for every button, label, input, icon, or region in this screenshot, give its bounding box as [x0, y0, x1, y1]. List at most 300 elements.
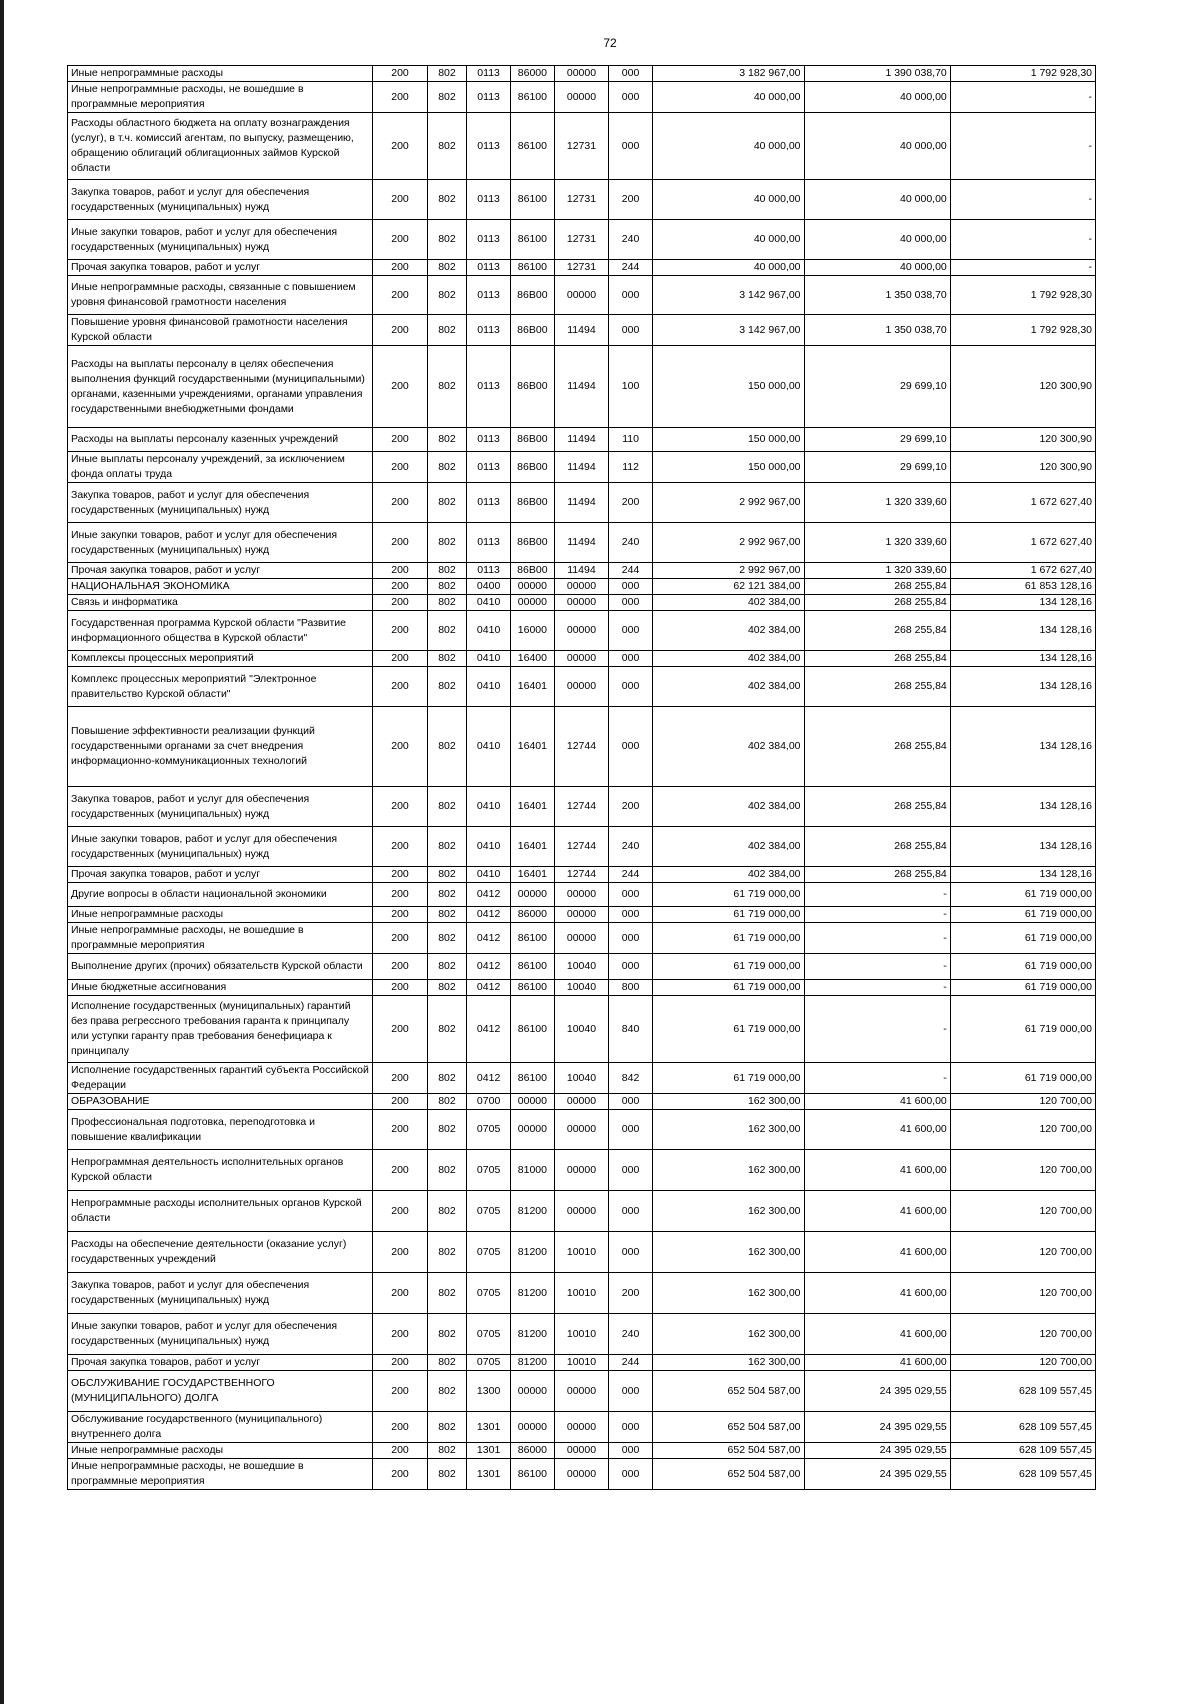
row-total-amount: 402 384,00 [652, 667, 804, 707]
row-department-code: 802 [427, 315, 466, 346]
row-name: ОБСЛУЖИВАНИЕ ГОСУДАРСТВЕННОГО (МУНИЦИПАЛЬНОГО) ДОЛГА [68, 1371, 373, 1412]
row-name: Непрограммная деятельность исполнительных органов Курской области [68, 1150, 373, 1191]
row-executed-amount: 40 000,00 [804, 180, 950, 220]
row-department-code: 802 [427, 276, 466, 315]
row-name: Иные непрограммные расходы, не вошедшие в программные мероприятия [68, 923, 373, 954]
row-expense-type: 000 [609, 667, 653, 707]
row-program-code: 86100 [510, 82, 554, 113]
row-program-code: 86100 [510, 113, 554, 180]
row-admin-code: 200 [373, 113, 427, 180]
table-row [68, 1191, 1096, 1232]
row-program-code: 86B00 [510, 276, 554, 315]
row-expense-type: 800 [609, 980, 653, 996]
row-executed-amount: 24 395 029,55 [804, 1459, 950, 1490]
row-department-code: 802 [427, 563, 466, 579]
table-row [68, 452, 1096, 483]
row-admin-code: 200 [373, 867, 427, 883]
row-total-amount: 402 384,00 [652, 867, 804, 883]
row-direction-code: 10040 [554, 996, 608, 1063]
row-executed-amount: 268 255,84 [804, 611, 950, 651]
row-remaining-amount: - [950, 220, 1095, 260]
row-expense-type: 000 [609, 1094, 653, 1110]
table-row [68, 867, 1096, 883]
row-direction-code: 00000 [554, 82, 608, 113]
row-expense-type: 840 [609, 996, 653, 1063]
table-row [68, 1443, 1096, 1459]
row-direction-code: 11494 [554, 523, 608, 563]
row-department-code: 802 [427, 428, 466, 452]
table-row [68, 315, 1096, 346]
row-executed-amount: 29 699,10 [804, 346, 950, 428]
row-total-amount: 40 000,00 [652, 220, 804, 260]
row-expense-type: 000 [609, 923, 653, 954]
row-total-amount: 402 384,00 [652, 611, 804, 651]
row-direction-code: 00000 [554, 667, 608, 707]
row-executed-amount: 29 699,10 [804, 452, 950, 483]
row-name: Иные непрограммные расходы, не вошедшие в программные мероприятия [68, 1459, 373, 1490]
row-executed-amount: 1 390 038,70 [804, 66, 950, 82]
row-total-amount: 2 992 967,00 [652, 483, 804, 523]
row-department-code: 802 [427, 1150, 466, 1191]
row-executed-amount: 1 350 038,70 [804, 315, 950, 346]
row-section-code: 1300 [467, 1371, 511, 1412]
table-row [68, 907, 1096, 923]
row-name: Иные выплаты персоналу учреждений, за исключением фонда оплаты труда [68, 452, 373, 483]
table-row [68, 1150, 1096, 1191]
row-name: Иные непрограммные расходы, связанные с повышением уровня финансовой грамотности населения [68, 276, 373, 315]
row-remaining-amount: 120 700,00 [950, 1314, 1095, 1355]
row-expense-type: 000 [609, 579, 653, 595]
row-section-code: 0400 [467, 579, 511, 595]
row-total-amount: 402 384,00 [652, 651, 804, 667]
row-program-code: 86000 [510, 907, 554, 923]
row-admin-code: 200 [373, 980, 427, 996]
row-section-code: 0412 [467, 980, 511, 996]
row-expense-type: 244 [609, 1355, 653, 1371]
table-row [68, 996, 1096, 1063]
row-department-code: 802 [427, 483, 466, 523]
row-executed-amount: 29 699,10 [804, 428, 950, 452]
row-expense-type: 110 [609, 428, 653, 452]
row-expense-type: 842 [609, 1063, 653, 1094]
row-remaining-amount: 1 792 928,30 [950, 66, 1095, 82]
row-expense-type: 000 [609, 1150, 653, 1191]
row-admin-code: 200 [373, 996, 427, 1063]
table-row [68, 954, 1096, 980]
row-section-code: 0410 [467, 595, 511, 611]
row-remaining-amount: 120 700,00 [950, 1150, 1095, 1191]
row-section-code: 0113 [467, 483, 511, 523]
row-admin-code: 200 [373, 346, 427, 428]
row-section-code: 0113 [467, 113, 511, 180]
table-row [68, 260, 1096, 276]
row-department-code: 802 [427, 579, 466, 595]
row-direction-code: 12744 [554, 827, 608, 867]
table-row [68, 1273, 1096, 1314]
row-department-code: 802 [427, 707, 466, 787]
row-remaining-amount: 61 719 000,00 [950, 996, 1095, 1063]
row-name: Закупка товаров, работ и услуг для обеспечения государственных (муниципальных) нужд [68, 787, 373, 827]
row-section-code: 0410 [467, 827, 511, 867]
row-section-code: 0410 [467, 867, 511, 883]
row-name: Иные закупки товаров, работ и услуг для обеспечения государственных (муниципальных) нужд [68, 827, 373, 867]
row-section-code: 0113 [467, 180, 511, 220]
table-row [68, 563, 1096, 579]
row-total-amount: 61 719 000,00 [652, 907, 804, 923]
row-total-amount: 61 719 000,00 [652, 923, 804, 954]
row-executed-amount: 1 320 339,60 [804, 483, 950, 523]
row-direction-code: 10040 [554, 980, 608, 996]
row-admin-code: 200 [373, 523, 427, 563]
row-department-code: 802 [427, 1412, 466, 1443]
row-expense-type: 200 [609, 1273, 653, 1314]
row-total-amount: 150 000,00 [652, 346, 804, 428]
row-name: Исполнение государственных (муниципальных) гарантий без права регрессного требования гаранта к принципалу или уступки гаранту прав требования бенефициара к принципалу [68, 996, 373, 1063]
row-section-code: 0113 [467, 66, 511, 82]
row-department-code: 802 [427, 1314, 466, 1355]
budget-table [67, 65, 1096, 1490]
row-executed-amount: - [804, 1063, 950, 1094]
table-row [68, 346, 1096, 428]
row-program-code: 00000 [510, 1371, 554, 1412]
row-section-code: 0705 [467, 1191, 511, 1232]
row-executed-amount: 41 600,00 [804, 1094, 950, 1110]
row-remaining-amount: 120 300,90 [950, 428, 1095, 452]
row-program-code: 16401 [510, 707, 554, 787]
row-admin-code: 200 [373, 276, 427, 315]
row-executed-amount: - [804, 980, 950, 996]
row-expense-type: 000 [609, 651, 653, 667]
row-program-code: 00000 [510, 579, 554, 595]
row-program-code: 81200 [510, 1191, 554, 1232]
table-row [68, 1110, 1096, 1150]
row-admin-code: 200 [373, 483, 427, 523]
row-total-amount: 162 300,00 [652, 1150, 804, 1191]
table-row [68, 923, 1096, 954]
row-department-code: 802 [427, 611, 466, 651]
row-department-code: 802 [427, 787, 466, 827]
row-total-amount: 162 300,00 [652, 1110, 804, 1150]
row-program-code: 86100 [510, 260, 554, 276]
row-department-code: 802 [427, 595, 466, 611]
row-remaining-amount: 628 109 557,45 [950, 1459, 1095, 1490]
row-total-amount: 61 719 000,00 [652, 1063, 804, 1094]
row-program-code: 86B00 [510, 523, 554, 563]
row-total-amount: 652 504 587,00 [652, 1459, 804, 1490]
row-admin-code: 200 [373, 907, 427, 923]
row-admin-code: 200 [373, 452, 427, 483]
row-remaining-amount: 1 792 928,30 [950, 315, 1095, 346]
row-department-code: 802 [427, 1063, 466, 1094]
row-total-amount: 2 992 967,00 [652, 523, 804, 563]
row-expense-type: 000 [609, 907, 653, 923]
row-section-code: 1301 [467, 1412, 511, 1443]
table-row [68, 1355, 1096, 1371]
row-remaining-amount: 134 128,16 [950, 707, 1095, 787]
row-program-code: 86100 [510, 180, 554, 220]
table-row [68, 276, 1096, 315]
row-section-code: 0410 [467, 611, 511, 651]
row-department-code: 802 [427, 1273, 466, 1314]
row-section-code: 0113 [467, 315, 511, 346]
row-remaining-amount: 120 700,00 [950, 1191, 1095, 1232]
row-name: Повышение эффективности реализации функций государственными органами за счет внедрения информационно-коммуникационных технологий [68, 707, 373, 787]
row-name: Иные закупки товаров, работ и услуг для обеспечения государственных (муниципальных) нужд [68, 523, 373, 563]
row-section-code: 0113 [467, 82, 511, 113]
row-admin-code: 200 [373, 579, 427, 595]
row-program-code: 16000 [510, 611, 554, 651]
row-admin-code: 200 [373, 787, 427, 827]
row-section-code: 0705 [467, 1232, 511, 1273]
table-row [68, 707, 1096, 787]
row-executed-amount: 268 255,84 [804, 595, 950, 611]
row-remaining-amount: 1 672 627,40 [950, 483, 1095, 523]
row-section-code: 0412 [467, 1063, 511, 1094]
row-admin-code: 200 [373, 827, 427, 867]
row-direction-code: 10040 [554, 1063, 608, 1094]
row-program-code: 86100 [510, 1459, 554, 1490]
row-admin-code: 200 [373, 1063, 427, 1094]
row-direction-code: 11494 [554, 452, 608, 483]
row-section-code: 0113 [467, 452, 511, 483]
row-executed-amount: 1 350 038,70 [804, 276, 950, 315]
row-total-amount: 62 121 384,00 [652, 579, 804, 595]
row-department-code: 802 [427, 1443, 466, 1459]
row-admin-code: 200 [373, 954, 427, 980]
row-expense-type: 200 [609, 483, 653, 523]
row-remaining-amount: - [950, 82, 1095, 113]
row-remaining-amount: 61 719 000,00 [950, 883, 1095, 907]
row-name: Повышение уровня финансовой грамотности населения Курской области [68, 315, 373, 346]
row-expense-type: 000 [609, 954, 653, 980]
row-remaining-amount: 134 128,16 [950, 827, 1095, 867]
row-name: Иные непрограммные расходы [68, 1443, 373, 1459]
row-direction-code: 00000 [554, 595, 608, 611]
table-row [68, 667, 1096, 707]
row-program-code: 00000 [510, 883, 554, 907]
row-name: Прочая закупка товаров, работ и услуг [68, 260, 373, 276]
row-direction-code: 00000 [554, 923, 608, 954]
row-admin-code: 200 [373, 563, 427, 579]
table-row [68, 1094, 1096, 1110]
row-department-code: 802 [427, 82, 466, 113]
row-direction-code: 00000 [554, 276, 608, 315]
row-admin-code: 200 [373, 260, 427, 276]
row-remaining-amount: 120 700,00 [950, 1110, 1095, 1150]
row-section-code: 0113 [467, 220, 511, 260]
row-executed-amount: 40 000,00 [804, 220, 950, 260]
row-expense-type: 000 [609, 1459, 653, 1490]
row-department-code: 802 [427, 1110, 466, 1150]
row-executed-amount: 40 000,00 [804, 82, 950, 113]
row-program-code: 86100 [510, 954, 554, 980]
row-direction-code: 00000 [554, 611, 608, 651]
row-name: Иные бюджетные ассигнования [68, 980, 373, 996]
row-total-amount: 402 384,00 [652, 595, 804, 611]
row-executed-amount: 41 600,00 [804, 1232, 950, 1273]
row-expense-type: 000 [609, 611, 653, 651]
row-executed-amount: 41 600,00 [804, 1273, 950, 1314]
row-program-code: 86100 [510, 220, 554, 260]
row-department-code: 802 [427, 923, 466, 954]
row-executed-amount: 268 255,84 [804, 579, 950, 595]
row-remaining-amount: 134 128,16 [950, 651, 1095, 667]
row-total-amount: 162 300,00 [652, 1191, 804, 1232]
table-row [68, 611, 1096, 651]
row-name: Иные непрограммные расходы [68, 66, 373, 82]
row-executed-amount: - [804, 923, 950, 954]
row-remaining-amount: 61 719 000,00 [950, 907, 1095, 923]
row-total-amount: 61 719 000,00 [652, 980, 804, 996]
row-total-amount: 61 719 000,00 [652, 883, 804, 907]
row-section-code: 0410 [467, 651, 511, 667]
row-admin-code: 200 [373, 220, 427, 260]
row-executed-amount: 1 320 339,60 [804, 563, 950, 579]
row-expense-type: 000 [609, 1412, 653, 1443]
row-expense-type: 240 [609, 827, 653, 867]
row-direction-code: 12744 [554, 867, 608, 883]
table-row [68, 523, 1096, 563]
row-direction-code: 00000 [554, 1094, 608, 1110]
row-department-code: 802 [427, 1371, 466, 1412]
row-executed-amount: 41 600,00 [804, 1191, 950, 1232]
row-direction-code: 10040 [554, 954, 608, 980]
row-name: Иные непрограммные расходы, не вошедшие в программные мероприятия [68, 82, 373, 113]
row-executed-amount: 268 255,84 [804, 827, 950, 867]
row-name: Прочая закупка товаров, работ и услуг [68, 1355, 373, 1371]
row-remaining-amount: 120 700,00 [950, 1232, 1095, 1273]
row-direction-code: 12744 [554, 787, 608, 827]
row-name: Комплекс процессных мероприятий "Электронное правительство Курской области" [68, 667, 373, 707]
row-admin-code: 200 [373, 1443, 427, 1459]
row-direction-code: 10010 [554, 1355, 608, 1371]
table-row [68, 595, 1096, 611]
row-admin-code: 200 [373, 883, 427, 907]
row-direction-code: 10010 [554, 1273, 608, 1314]
row-name: Обслуживание государственного (муниципального) внутреннего долга [68, 1412, 373, 1443]
row-program-code: 16400 [510, 651, 554, 667]
row-name: Закупка товаров, работ и услуг для обеспечения государственных (муниципальных) нужд [68, 483, 373, 523]
row-total-amount: 61 719 000,00 [652, 996, 804, 1063]
row-department-code: 802 [427, 1459, 466, 1490]
row-name: Иные закупки товаров, работ и услуг для обеспечения государственных (муниципальных) нужд [68, 220, 373, 260]
table-row [68, 579, 1096, 595]
row-expense-type: 244 [609, 563, 653, 579]
row-name: Непрограммные расходы исполнительных органов Курской области [68, 1191, 373, 1232]
table-row [68, 1459, 1096, 1490]
row-name: Другие вопросы в области национальной экономики [68, 883, 373, 907]
row-section-code: 0705 [467, 1314, 511, 1355]
table-row [68, 787, 1096, 827]
row-name: Профессиональная подготовка, переподготовка и повышение квалификации [68, 1110, 373, 1150]
row-direction-code: 00000 [554, 579, 608, 595]
row-section-code: 0410 [467, 667, 511, 707]
row-total-amount: 2 992 967,00 [652, 563, 804, 579]
row-section-code: 0113 [467, 428, 511, 452]
row-direction-code: 11494 [554, 483, 608, 523]
row-admin-code: 200 [373, 1412, 427, 1443]
row-name: Иные закупки товаров, работ и услуг для обеспечения государственных (муниципальных) нужд [68, 1314, 373, 1355]
row-section-code: 0705 [467, 1150, 511, 1191]
row-expense-type: 240 [609, 1314, 653, 1355]
row-expense-type: 000 [609, 595, 653, 611]
row-direction-code: 12744 [554, 707, 608, 787]
row-remaining-amount: - [950, 260, 1095, 276]
row-total-amount: 162 300,00 [652, 1273, 804, 1314]
row-admin-code: 200 [373, 651, 427, 667]
table-row [68, 980, 1096, 996]
row-direction-code: 00000 [554, 907, 608, 923]
row-program-code: 86B00 [510, 483, 554, 523]
row-direction-code: 12731 [554, 180, 608, 220]
row-direction-code: 12731 [554, 113, 608, 180]
row-remaining-amount: 120 700,00 [950, 1094, 1095, 1110]
row-total-amount: 402 384,00 [652, 787, 804, 827]
row-remaining-amount: 120 700,00 [950, 1273, 1095, 1314]
row-admin-code: 200 [373, 82, 427, 113]
row-executed-amount: - [804, 883, 950, 907]
row-total-amount: 162 300,00 [652, 1232, 804, 1273]
row-remaining-amount: 134 128,16 [950, 867, 1095, 883]
row-admin-code: 200 [373, 180, 427, 220]
row-expense-type: 200 [609, 787, 653, 827]
row-expense-type: 000 [609, 883, 653, 907]
row-total-amount: 40 000,00 [652, 260, 804, 276]
row-name: Прочая закупка товаров, работ и услуг [68, 563, 373, 579]
table-row [68, 66, 1096, 82]
row-executed-amount: 40 000,00 [804, 113, 950, 180]
row-name: ОБРАЗОВАНИЕ [68, 1094, 373, 1110]
row-direction-code: 12731 [554, 260, 608, 276]
table-row [68, 1371, 1096, 1412]
row-admin-code: 200 [373, 315, 427, 346]
row-admin-code: 200 [373, 707, 427, 787]
row-department-code: 802 [427, 867, 466, 883]
row-department-code: 802 [427, 954, 466, 980]
row-direction-code: 00000 [554, 883, 608, 907]
row-total-amount: 61 719 000,00 [652, 954, 804, 980]
row-remaining-amount: 120 300,90 [950, 346, 1095, 428]
row-executed-amount: 268 255,84 [804, 667, 950, 707]
row-remaining-amount: 134 128,16 [950, 595, 1095, 611]
row-admin-code: 200 [373, 1459, 427, 1490]
row-executed-amount: 24 395 029,55 [804, 1371, 950, 1412]
row-program-code: 86100 [510, 996, 554, 1063]
row-program-code: 86100 [510, 980, 554, 996]
row-executed-amount: 268 255,84 [804, 707, 950, 787]
row-department-code: 802 [427, 907, 466, 923]
row-admin-code: 200 [373, 1094, 427, 1110]
table-row [68, 1232, 1096, 1273]
row-program-code: 16401 [510, 787, 554, 827]
row-remaining-amount: 61 719 000,00 [950, 980, 1095, 996]
row-executed-amount: 41 600,00 [804, 1150, 950, 1191]
row-department-code: 802 [427, 523, 466, 563]
row-total-amount: 40 000,00 [652, 180, 804, 220]
row-total-amount: 3 142 967,00 [652, 276, 804, 315]
row-department-code: 802 [427, 1232, 466, 1273]
row-total-amount: 402 384,00 [652, 827, 804, 867]
table-row [68, 180, 1096, 220]
row-direction-code: 00000 [554, 1443, 608, 1459]
row-section-code: 0705 [467, 1273, 511, 1314]
row-department-code: 802 [427, 113, 466, 180]
row-total-amount: 162 300,00 [652, 1094, 804, 1110]
row-name: НАЦИОНАЛЬНАЯ ЭКОНОМИКА [68, 579, 373, 595]
row-direction-code: 00000 [554, 1371, 608, 1412]
table-row [68, 1412, 1096, 1443]
row-name: Комплексы процессных мероприятий [68, 651, 373, 667]
